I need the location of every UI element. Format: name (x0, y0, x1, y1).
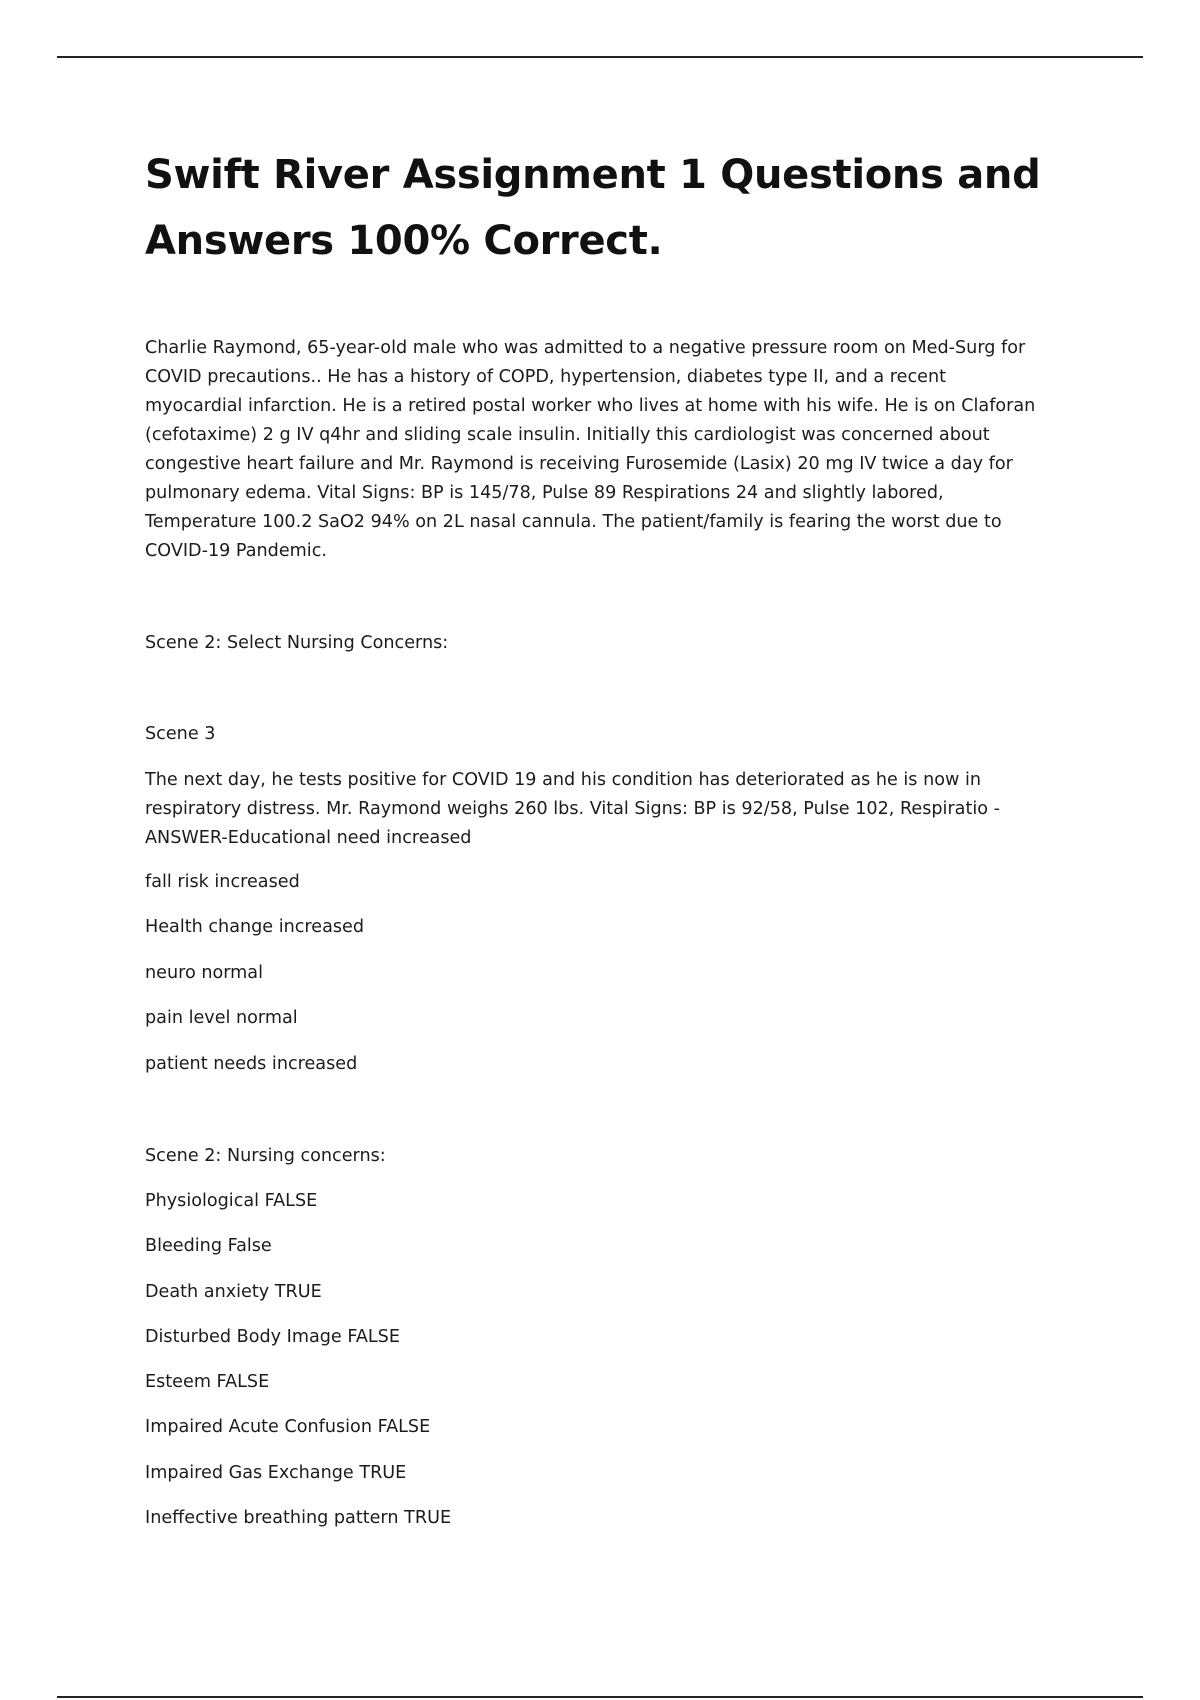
concern-item: Impaired Gas Exchange TRUE (145, 1462, 407, 1483)
intro-line: Charlie Raymond, 65-year-old male who was admitted to a negative pressure room on Med-Surg for (145, 338, 1026, 358)
intro-line: COVID precautions.. He has a history of COPD, hypertension, diabetes type II, and a recent (145, 367, 946, 387)
document-title (145, 142, 1075, 274)
scene3-line: The next day, he tests positive for COVID 19 and his condition has deteriorated as he is now in (145, 770, 982, 790)
intro-line: congestive heart failure and Mr. Raymond is receiving Furosemide (Lasix) 20 mg IV twice a day for (145, 454, 1013, 474)
concern-item: Physiological FALSE (145, 1191, 318, 1211)
scene3-paragraph (145, 766, 1075, 853)
intro-line: COVID-19 Pandemic. (145, 541, 327, 561)
scene3-line: respiratory distress. Mr. Raymond weighs 260 lbs. Vital Signs: BP is 92/58, Pulse 102, Respiratio - (145, 799, 1000, 819)
intro-line: pulmonary edema. Vital Signs: BP is 145/78, Pulse 89 Respirations 24 and slightly labored, (145, 483, 944, 503)
concern-item: Ineffective breathing pattern TRUE (145, 1508, 452, 1529)
concern-item: Bleeding False (145, 1236, 272, 1257)
nursing-concerns-list (145, 1187, 451, 1549)
case-intro-paragraph (145, 334, 1075, 566)
concern-item: Disturbed Body Image FALSE (145, 1326, 400, 1347)
intro-line: myocardial infarction. He is a retired postal worker who lives at home with his wife. He is on Claforan (145, 396, 1036, 416)
answer-item: neuro normal (145, 962, 263, 983)
nursing-concerns-heading: Scene 2: Nursing concerns: (145, 1146, 386, 1166)
answer-list (145, 868, 364, 1095)
title-line-1: Swift River Assignment 1 Questions and (145, 152, 1041, 198)
scene2-select-heading: Scene 2: Select Nursing Concerns: (145, 633, 449, 653)
scene3-line: ANSWER-Educational need increased (145, 828, 472, 848)
concern-item: Esteem FALSE (145, 1372, 270, 1393)
answer-item: fall risk increased (145, 872, 300, 892)
answer-item: Health change increased (145, 917, 365, 938)
scene3-heading: Scene 3 (145, 724, 216, 744)
header-rule (57, 56, 1143, 58)
intro-line: (cefotaxime) 2 g IV q4hr and sliding scale insulin. Initially this cardiologist was concerned about (145, 425, 990, 445)
concern-item: Impaired Acute Confusion FALSE (145, 1417, 431, 1438)
footer-rule (57, 1696, 1143, 1698)
concern-item: Death anxiety TRUE (145, 1281, 322, 1302)
answer-item: patient needs increased (145, 1053, 358, 1074)
answer-item: pain level normal (145, 1008, 298, 1029)
intro-line: Temperature 100.2 SaO2 94% on 2L nasal cannula. The patient/family is fearing the worst due to (145, 512, 1002, 532)
title-line-2: Answers 100% Correct. (145, 218, 663, 264)
